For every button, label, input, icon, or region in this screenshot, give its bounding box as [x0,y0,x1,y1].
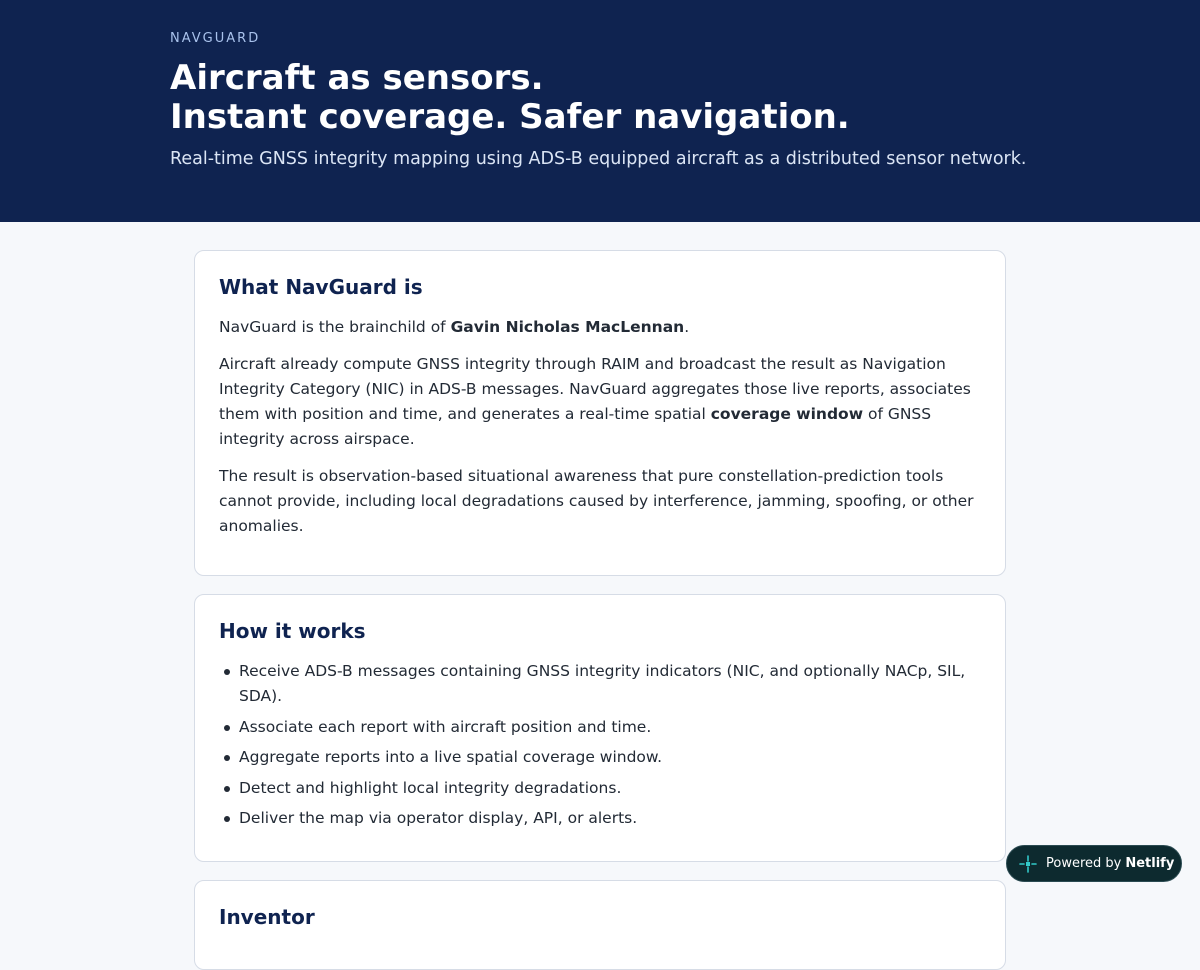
what-paragraph-3: The result is observation-based situational awareness that pure constellation-prediction tools cannot provide, including local degradations caused by interference, jamming, spoofing, or other anomalies. [219,467,974,535]
main-content [194,250,1006,970]
page-headline [170,59,1200,137]
list-item: Detect and highlight local integrity degradations. [239,776,981,801]
headline-line-1: Aircraft as sensors. [170,58,544,98]
how-list [219,659,981,831]
netlify-logo-icon [1019,855,1037,873]
list-item: Aggregate reports into a live spatial coverage window. [239,745,981,770]
how-card [194,594,1006,862]
inventor-title: Inventor [219,904,315,929]
what-p2-text: Aircraft already compute GNSS integrity through RAIM and broadcast the result as Navigation Integrity Category (NIC) in ADS-B messages. NavGuard aggregates those live reports, associates them with position and time, and generates a real-time spatial [219,355,971,423]
what-paragraph-2 [219,352,981,452]
what-p1-end: . [684,318,690,336]
tagline: Real-time GNSS integrity mapping using ADS-B equipped aircraft as a distributed sensor network. [170,149,1027,169]
what-p2-end: of GNSS integrity across airspace. [219,405,932,448]
badge-brand: Netlify [1125,856,1175,871]
coverage-window-term: coverage window [710,405,864,423]
list-item: Receive ADS-B messages containing GNSS integrity indicators (NIC, and optionally NACp, SIL, SDA). [239,659,981,709]
what-paragraph-1 [219,315,981,340]
how-title: How it works [219,619,366,643]
what-title: What NavGuard is [219,275,423,299]
list-item: Deliver the map via operator display, API, or alerts. [239,806,981,831]
brand-label: NAVGUARD [170,31,261,46]
netlify-badge[interactable] [1006,845,1182,882]
badge-prefix: Powered by [1046,856,1122,871]
inventor-card [194,880,1006,970]
inventor-name: Gavin Nicholas MacLennan [450,318,685,336]
hero-header [0,0,1200,222]
headline-line-2: Instant coverage. Safer navigation. [170,97,850,137]
list-item: Associate each report with aircraft position and time. [239,715,981,740]
what-p1-text: NavGuard is the brainchild of [219,318,451,336]
what-card [194,250,1006,576]
